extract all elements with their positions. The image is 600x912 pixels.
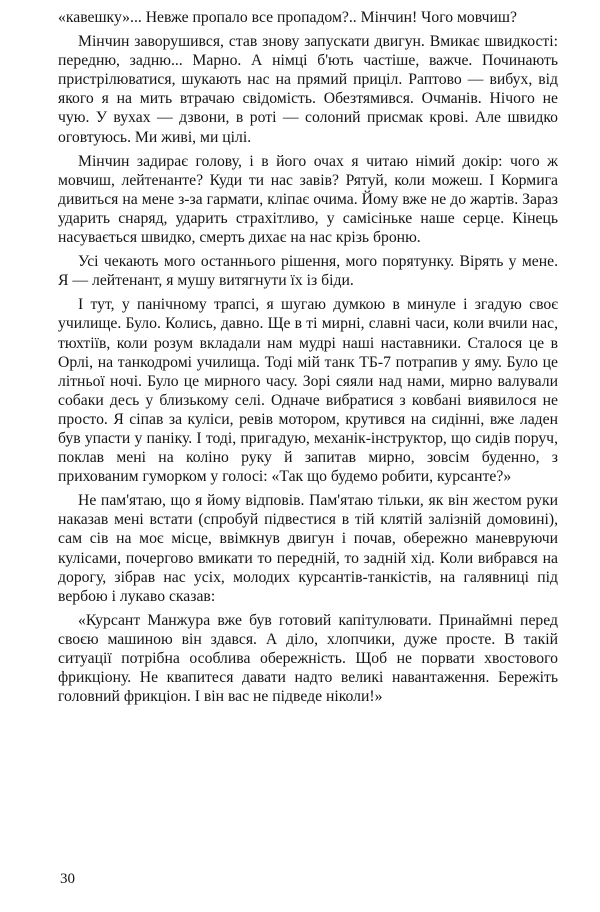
paragraph-5: І тут, у панічному трапсі, я шугаю думкою в минуле і згадую своє училище. Було. Колись, давно. Ще в ті мирні, славні часи, коли вчили нас, тюхтіїв, коли розум вкладали нам мудрі наші наставники. Сталося це в Орлі, на танкодромі училища. Тоді мій танк ТБ-7 потрапив у яму. Було це літньої ночі. Було це мирного часу. Зорі сяяли над нами, мирно валували собаки десь у близькому селі. Одначе вибратися з ковбані виявилося не просто. Я сіпав за куліси, ревів мотором, крутився на сидінні, вже ладен був упасти у паніку. І тоді, пригадую, механік-інструктор, що сидів поруч, поклав мені на коліно руку й запитав мирно, зовсім буденно, з прихованим гуморком у голосі: «Так що будемо робити, курсанте?» [58,296,558,486]
paragraph-4: Усі чекають мого останнього рішення, мого порятунку. Вірять у мене. Я — лейтенант, я мушу витягнути їх із біди. [58,253,558,290]
paragraph-3: Мінчин задирає голову, і в його очах я читаю німий докір: чого ж мовчиш, лейтенанте? Куди ти нас завів? Рятуй, коли можеш. І Кормига дивиться на мене з-за гармати, кліпає очима. Йому вже не до жартів. Зараз ударить снаряд, ударить страхітливо, у самісіньке наше серце. Кінець насувається швидко, смерть дихає на нас крізь броню. [58,152,558,247]
book-page [58,8,558,868]
paragraph-7: «Курсант Манжура вже був готовий капітулювати. Принаймні перед своєю машиною він здався. А діло, хлопчики, дуже просте. В такій ситуації потрібна особлива обережність. Щоб не порвати хвостового фрикціону. Не квапитеся давати надто великі навантаження. Бережіть головний фрикціон. І він вас не підведе ніколи!» [58,611,558,706]
page-number: 30 [60,871,75,887]
paragraph-2: Мінчин заворушився, став знову запускати двигун. Вмикає швидкості: передню, задню... Марно. А німці б'ють частіше, важче. Починають пристрілюватися, шукають нас на прямий приціл. Раптово — вибух, від якого я на мить втрачаю свідомість. Обезтямився. Очманів. Нічого не чую. У вухах — дзвони, в роті — солоний присмак крові. Але швидко оговтуюсь. Ми живі, ми цілі. [58,33,558,146]
paragraph-1: «кавешку»... Невже пропало все пропадом?.. Мінчин! Чого мовчиш? [58,9,517,26]
paragraph-6: Не пам'ятаю, що я йому відповів. Пам'ятаю тільки, як він жестом руки наказав мені встати (спробуй підвестися в тій клятій залізній домовині), сам сів на моє місце, ввімкнув двигун і почав, обережно маневруючи кулісами, почергово вмикати то передній, то задній хід. Коли вибрався на дорогу, зібрав нас усіх, молодих курсантів-танкістів, на галявниці під вербою і лукаво сказав: [58,492,558,605]
